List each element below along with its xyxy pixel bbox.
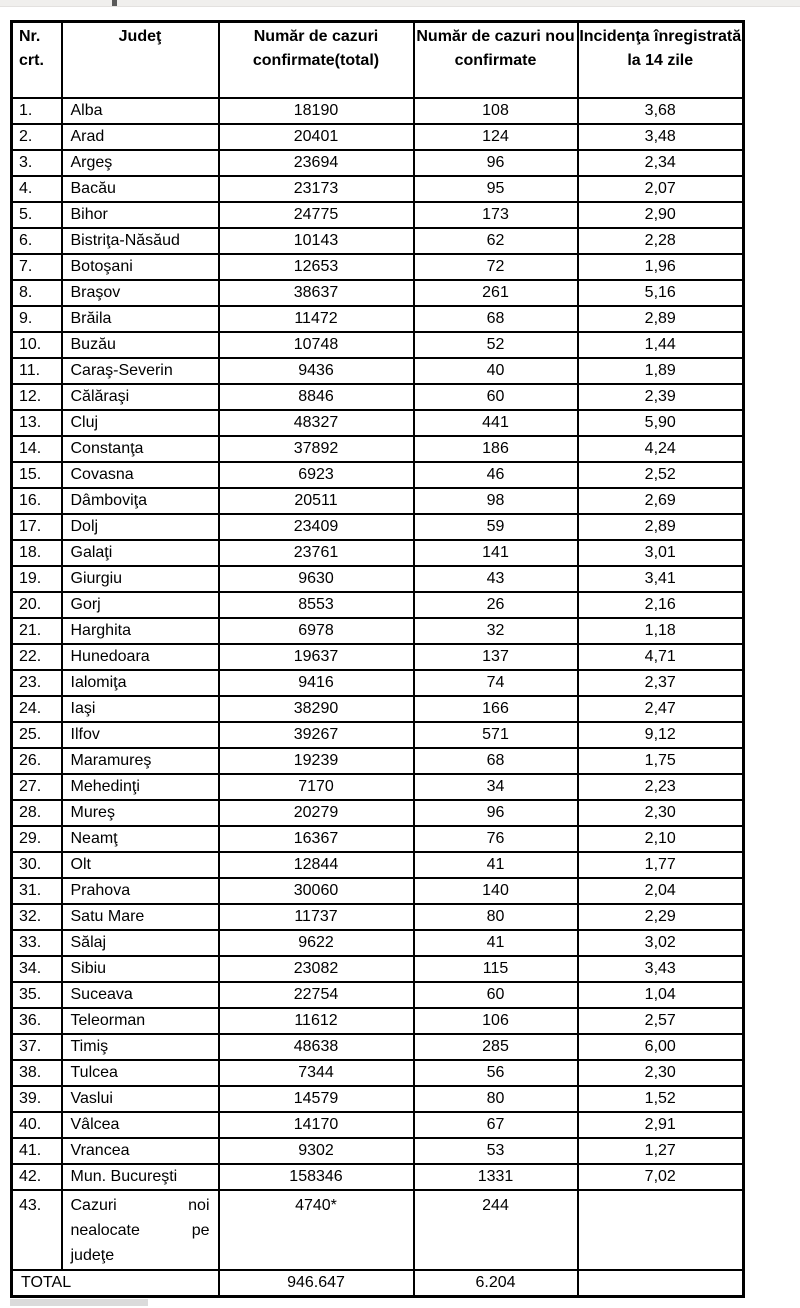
new-cases-value: 53 [414, 1138, 578, 1164]
county-name: Botoşani [62, 254, 219, 280]
county-row [12, 98, 744, 124]
new-cases-value: 56 [414, 1060, 578, 1086]
row-number: 27. [12, 774, 62, 800]
total-cases-value: 11737 [219, 904, 414, 930]
label-word: noi [188, 1196, 210, 1214]
county-name: Dolj [62, 514, 219, 540]
county-name: Vrancea [62, 1138, 219, 1164]
new-cases-value: 80 [414, 904, 578, 930]
incidence-value: 2,52 [578, 462, 744, 488]
total-cases-value: 14170 [219, 1112, 414, 1138]
incidence-value: 5,90 [578, 410, 744, 436]
new-cases-value: 98 [414, 488, 578, 514]
row-number: 24. [12, 696, 62, 722]
row-number: 32. [12, 904, 62, 930]
total-cases-value: 16367 [219, 826, 414, 852]
new-cases-value: 1331 [414, 1164, 578, 1190]
row-number: 12. [12, 384, 62, 410]
row-number: 1. [12, 98, 62, 124]
county-name: Ialomiţa [62, 670, 219, 696]
incidence-value: 2,69 [578, 488, 744, 514]
label-word: judeţe [70, 1246, 115, 1264]
new-cases-value: 68 [414, 306, 578, 332]
county-name: Timiş [62, 1034, 219, 1060]
incidence-value: 1,44 [578, 332, 744, 358]
total-cases-value: 30060 [219, 878, 414, 904]
total-cases-value: 12844 [219, 852, 414, 878]
total-cases-value: 23082 [219, 956, 414, 982]
county-name: Covasna [62, 462, 219, 488]
new-cases-value: 124 [414, 124, 578, 150]
incidence-value: 2,30 [578, 1060, 744, 1086]
new-cases-value: 441 [414, 410, 578, 436]
total-cases-value: 18190 [219, 98, 414, 124]
county-row [12, 722, 744, 748]
incidence-value: 2,91 [578, 1112, 744, 1138]
county-row [12, 878, 744, 904]
total-cases-value: 22754 [219, 982, 414, 1008]
row-number: 36. [12, 1008, 62, 1034]
new-cases-value: 140 [414, 878, 578, 904]
new-cases-value: 59 [414, 514, 578, 540]
county-name: Mureş [62, 800, 219, 826]
county-name: Tulcea [62, 1060, 219, 1086]
county-row [12, 384, 744, 410]
col-header-new-cases: Număr de cazuri nou confirmate [414, 22, 578, 98]
county-name: Teleorman [62, 1008, 219, 1034]
row-number: 34. [12, 956, 62, 982]
county-name: Satu Mare [62, 904, 219, 930]
county-row [12, 618, 744, 644]
new-cases-value: 261 [414, 280, 578, 306]
new-cases-value: 166 [414, 696, 578, 722]
row-number: 5. [12, 202, 62, 228]
row-number: 2. [12, 124, 62, 150]
incidence-value: 1,52 [578, 1086, 744, 1112]
total-cases-value: 9416 [219, 670, 414, 696]
col-header-incidence: Incidenţa înregistrată la 14 zile [578, 22, 744, 98]
new-cases-value: 43 [414, 566, 578, 592]
county-row [12, 592, 744, 618]
county-name: Cluj [62, 410, 219, 436]
county-row [12, 176, 744, 202]
new-cases-value: 41 [414, 930, 578, 956]
new-cases-value: 96 [414, 150, 578, 176]
county-row [12, 800, 744, 826]
incidence-value: 1,77 [578, 852, 744, 878]
incidence-value: 2,28 [578, 228, 744, 254]
total-cases-value: 11472 [219, 306, 414, 332]
county-name: Vâlcea [62, 1112, 219, 1138]
total-cases-value: 39267 [219, 722, 414, 748]
total-cases-value: 8846 [219, 384, 414, 410]
incidence-value: 2,04 [578, 878, 744, 904]
new-cases-value: 72 [414, 254, 578, 280]
total-label: TOTAL [12, 1270, 219, 1297]
incidence-value: 6,00 [578, 1034, 744, 1060]
cropped-element-below [10, 1299, 148, 1306]
incidence-value: 1,75 [578, 748, 744, 774]
incidence-value: 4,24 [578, 436, 744, 462]
county-row [12, 566, 744, 592]
county-name: Arad [62, 124, 219, 150]
row-number: 23. [12, 670, 62, 696]
new-cases-value: 68 [414, 748, 578, 774]
total-cases-value: 19637 [219, 644, 414, 670]
county-row [12, 1060, 744, 1086]
county-name: Călăraşi [62, 384, 219, 410]
row-number: 4. [12, 176, 62, 202]
county-row [12, 306, 744, 332]
new-cases-sum: 6.204 [414, 1270, 578, 1297]
county-name: Giurgiu [62, 566, 219, 592]
row-number: 33. [12, 930, 62, 956]
total-cases-value: 9630 [219, 566, 414, 592]
incidence-value: 2,10 [578, 826, 744, 852]
county-incidence-table [10, 20, 745, 1298]
county-row [12, 826, 744, 852]
county-row [12, 1086, 744, 1112]
total-cases-value: 11612 [219, 1008, 414, 1034]
row-number: 3. [12, 150, 62, 176]
incidence-value: 9,12 [578, 722, 744, 748]
row-number: 15. [12, 462, 62, 488]
incidence-value: 7,02 [578, 1164, 744, 1190]
new-cases-value: 141 [414, 540, 578, 566]
new-cases-value: 186 [414, 436, 578, 462]
total-cases-value: 23173 [219, 176, 414, 202]
row-number: 31. [12, 878, 62, 904]
county-name: Sibiu [62, 956, 219, 982]
new-cases-value: 60 [414, 982, 578, 1008]
total-cases-value: 4740* [219, 1190, 414, 1270]
row-number: 28. [12, 800, 62, 826]
county-name: Braşov [62, 280, 219, 306]
total-row [12, 1270, 744, 1297]
county-name: Neamţ [62, 826, 219, 852]
new-cases-value: 52 [414, 332, 578, 358]
label-word: pe [191, 1221, 210, 1239]
new-cases-value: 74 [414, 670, 578, 696]
county-name: Bacău [62, 176, 219, 202]
col-header-total-cases: Număr de cazuri confirmate(total) [219, 22, 414, 98]
county-row [12, 254, 744, 280]
incidence-value: 2,16 [578, 592, 744, 618]
incidence-value: 2,37 [578, 670, 744, 696]
row-number: 14. [12, 436, 62, 462]
incidence-value: 3,43 [578, 956, 744, 982]
county-name: Gorj [62, 592, 219, 618]
county-name: Harghita [62, 618, 219, 644]
row-number: 20. [12, 592, 62, 618]
new-cases-value: 32 [414, 618, 578, 644]
incidence-value: 2,57 [578, 1008, 744, 1034]
county-row [12, 982, 744, 1008]
total-cases-sum: 946.647 [219, 1270, 414, 1297]
incidence-value: 2,89 [578, 514, 744, 540]
incidence-value: 5,16 [578, 280, 744, 306]
new-cases-value: 173 [414, 202, 578, 228]
new-cases-value: 285 [414, 1034, 578, 1060]
incidence-value: 3,01 [578, 540, 744, 566]
new-cases-value: 106 [414, 1008, 578, 1034]
total-cases-value: 10748 [219, 332, 414, 358]
county-row [12, 1164, 744, 1190]
total-cases-value: 48638 [219, 1034, 414, 1060]
county-row [12, 540, 744, 566]
incidence-sum [578, 1270, 744, 1297]
county-row [12, 436, 744, 462]
total-cases-value: 10143 [219, 228, 414, 254]
new-cases-value: 115 [414, 956, 578, 982]
header-row [12, 22, 744, 98]
row-number: 8. [12, 280, 62, 306]
row-number: 41. [12, 1138, 62, 1164]
county-name: Bihor [62, 202, 219, 228]
county-row [12, 488, 744, 514]
total-cases-value: 38290 [219, 696, 414, 722]
unallocated-cases-row [12, 1190, 744, 1270]
county-name: Brăila [62, 306, 219, 332]
total-cases-value: 14579 [219, 1086, 414, 1112]
county-name: Buzău [62, 332, 219, 358]
row-number: 10. [12, 332, 62, 358]
county-row [12, 956, 744, 982]
county-name: Ilfov [62, 722, 219, 748]
total-cases-value: 12653 [219, 254, 414, 280]
county-row [12, 228, 744, 254]
total-cases-value: 7170 [219, 774, 414, 800]
incidence-value: 3,48 [578, 124, 744, 150]
incidence-value: 2,07 [578, 176, 744, 202]
row-number: 39. [12, 1086, 62, 1112]
county-row [12, 462, 744, 488]
row-number: 35. [12, 982, 62, 1008]
total-cases-value: 9436 [219, 358, 414, 384]
incidence-value: 2,34 [578, 150, 744, 176]
row-number: 17. [12, 514, 62, 540]
county-row [12, 644, 744, 670]
county-row [12, 748, 744, 774]
county-row [12, 202, 744, 228]
row-number: 38. [12, 1060, 62, 1086]
county-name: Mehedinţi [62, 774, 219, 800]
county-name: Suceava [62, 982, 219, 1008]
row-number: 16. [12, 488, 62, 514]
county-name: Mun. Bucureşti [62, 1164, 219, 1190]
total-cases-value: 23761 [219, 540, 414, 566]
row-number: 7. [12, 254, 62, 280]
col-header-nr-crt: Nr. crt. [12, 22, 62, 98]
incidence-value: 1,18 [578, 618, 744, 644]
total-cases-value: 9622 [219, 930, 414, 956]
total-cases-value: 38637 [219, 280, 414, 306]
county-row [12, 124, 744, 150]
county-row [12, 774, 744, 800]
row-number: 19. [12, 566, 62, 592]
county-row [12, 904, 744, 930]
incidence-value: 2,90 [578, 202, 744, 228]
new-cases-value: 46 [414, 462, 578, 488]
county-name: Sălaj [62, 930, 219, 956]
county-row [12, 280, 744, 306]
col-header-judet: Judeţ [62, 22, 219, 98]
county-name: Iaşi [62, 696, 219, 722]
total-cases-value: 20279 [219, 800, 414, 826]
new-cases-value: 96 [414, 800, 578, 826]
county-row [12, 670, 744, 696]
county-row [12, 1138, 744, 1164]
row-number: 40. [12, 1112, 62, 1138]
incidence-value: 4,71 [578, 644, 744, 670]
county-row [12, 1008, 744, 1034]
incidence-value [578, 1190, 744, 1270]
incidence-value: 2,89 [578, 306, 744, 332]
new-cases-value: 60 [414, 384, 578, 410]
incidence-value: 3,02 [578, 930, 744, 956]
county-row [12, 332, 744, 358]
incidence-value: 2,23 [578, 774, 744, 800]
row-number: 9. [12, 306, 62, 332]
row-number: 42. [12, 1164, 62, 1190]
row-number: 25. [12, 722, 62, 748]
row-number: 21. [12, 618, 62, 644]
total-cases-value: 20511 [219, 488, 414, 514]
incidence-value: 2,30 [578, 800, 744, 826]
county-row [12, 358, 744, 384]
county-row [12, 1112, 744, 1138]
label-word: nealocate [70, 1221, 140, 1239]
county-name: Prahova [62, 878, 219, 904]
row-number: 6. [12, 228, 62, 254]
county-row [12, 696, 744, 722]
row-number: 13. [12, 410, 62, 436]
new-cases-value: 41 [414, 852, 578, 878]
cropped-toolbar-edge [0, 0, 800, 7]
county-row [12, 514, 744, 540]
row-number: 26. [12, 748, 62, 774]
row-number: 30. [12, 852, 62, 878]
new-cases-value: 80 [414, 1086, 578, 1112]
county-name: Dâmboviţa [62, 488, 219, 514]
total-cases-value: 19239 [219, 748, 414, 774]
county-name: Alba [62, 98, 219, 124]
incidence-value: 1,96 [578, 254, 744, 280]
new-cases-value: 571 [414, 722, 578, 748]
county-row [12, 150, 744, 176]
row-number: 11. [12, 358, 62, 384]
county-name: Caraş-Severin [62, 358, 219, 384]
total-cases-value: 6923 [219, 462, 414, 488]
incidence-value: 2,29 [578, 904, 744, 930]
new-cases-value: 95 [414, 176, 578, 202]
county-row [12, 930, 744, 956]
county-name: Olt [62, 852, 219, 878]
incidence-value: 1,27 [578, 1138, 744, 1164]
incidence-value: 1,89 [578, 358, 744, 384]
row-number: 37. [12, 1034, 62, 1060]
new-cases-value: 67 [414, 1112, 578, 1138]
incidence-value: 3,41 [578, 566, 744, 592]
county-row [12, 410, 744, 436]
total-cases-value: 9302 [219, 1138, 414, 1164]
row-number: 43. [12, 1190, 62, 1270]
total-cases-value: 23694 [219, 150, 414, 176]
county-name: Hunedoara [62, 644, 219, 670]
new-cases-value: 40 [414, 358, 578, 384]
total-cases-value: 37892 [219, 436, 414, 462]
county-name: Maramureş [62, 748, 219, 774]
new-cases-value: 34 [414, 774, 578, 800]
total-cases-value: 7344 [219, 1060, 414, 1086]
total-cases-value: 24775 [219, 202, 414, 228]
incidence-value: 2,47 [578, 696, 744, 722]
incidence-value: 1,04 [578, 982, 744, 1008]
new-cases-value: 62 [414, 228, 578, 254]
total-cases-value: 158346 [219, 1164, 414, 1190]
county-name: Galaţi [62, 540, 219, 566]
unallocated-label [62, 1190, 219, 1270]
total-cases-value: 6978 [219, 618, 414, 644]
county-name: Bistriţa-Năsăud [62, 228, 219, 254]
incidence-value: 2,39 [578, 384, 744, 410]
new-cases-value: 137 [414, 644, 578, 670]
row-number: 22. [12, 644, 62, 670]
county-name: Argeş [62, 150, 219, 176]
new-cases-value: 76 [414, 826, 578, 852]
total-cases-value: 20401 [219, 124, 414, 150]
county-name: Vaslui [62, 1086, 219, 1112]
new-cases-value: 108 [414, 98, 578, 124]
incidence-value: 3,68 [578, 98, 744, 124]
county-name: Constanţa [62, 436, 219, 462]
new-cases-value: 244 [414, 1190, 578, 1270]
row-number: 29. [12, 826, 62, 852]
county-row [12, 852, 744, 878]
new-cases-value: 26 [414, 592, 578, 618]
label-word: Cazuri [70, 1196, 117, 1214]
cursor-artifact [112, 0, 117, 6]
total-cases-value: 8553 [219, 592, 414, 618]
county-row [12, 1034, 744, 1060]
total-cases-value: 48327 [219, 410, 414, 436]
total-cases-value: 23409 [219, 514, 414, 540]
row-number: 18. [12, 540, 62, 566]
